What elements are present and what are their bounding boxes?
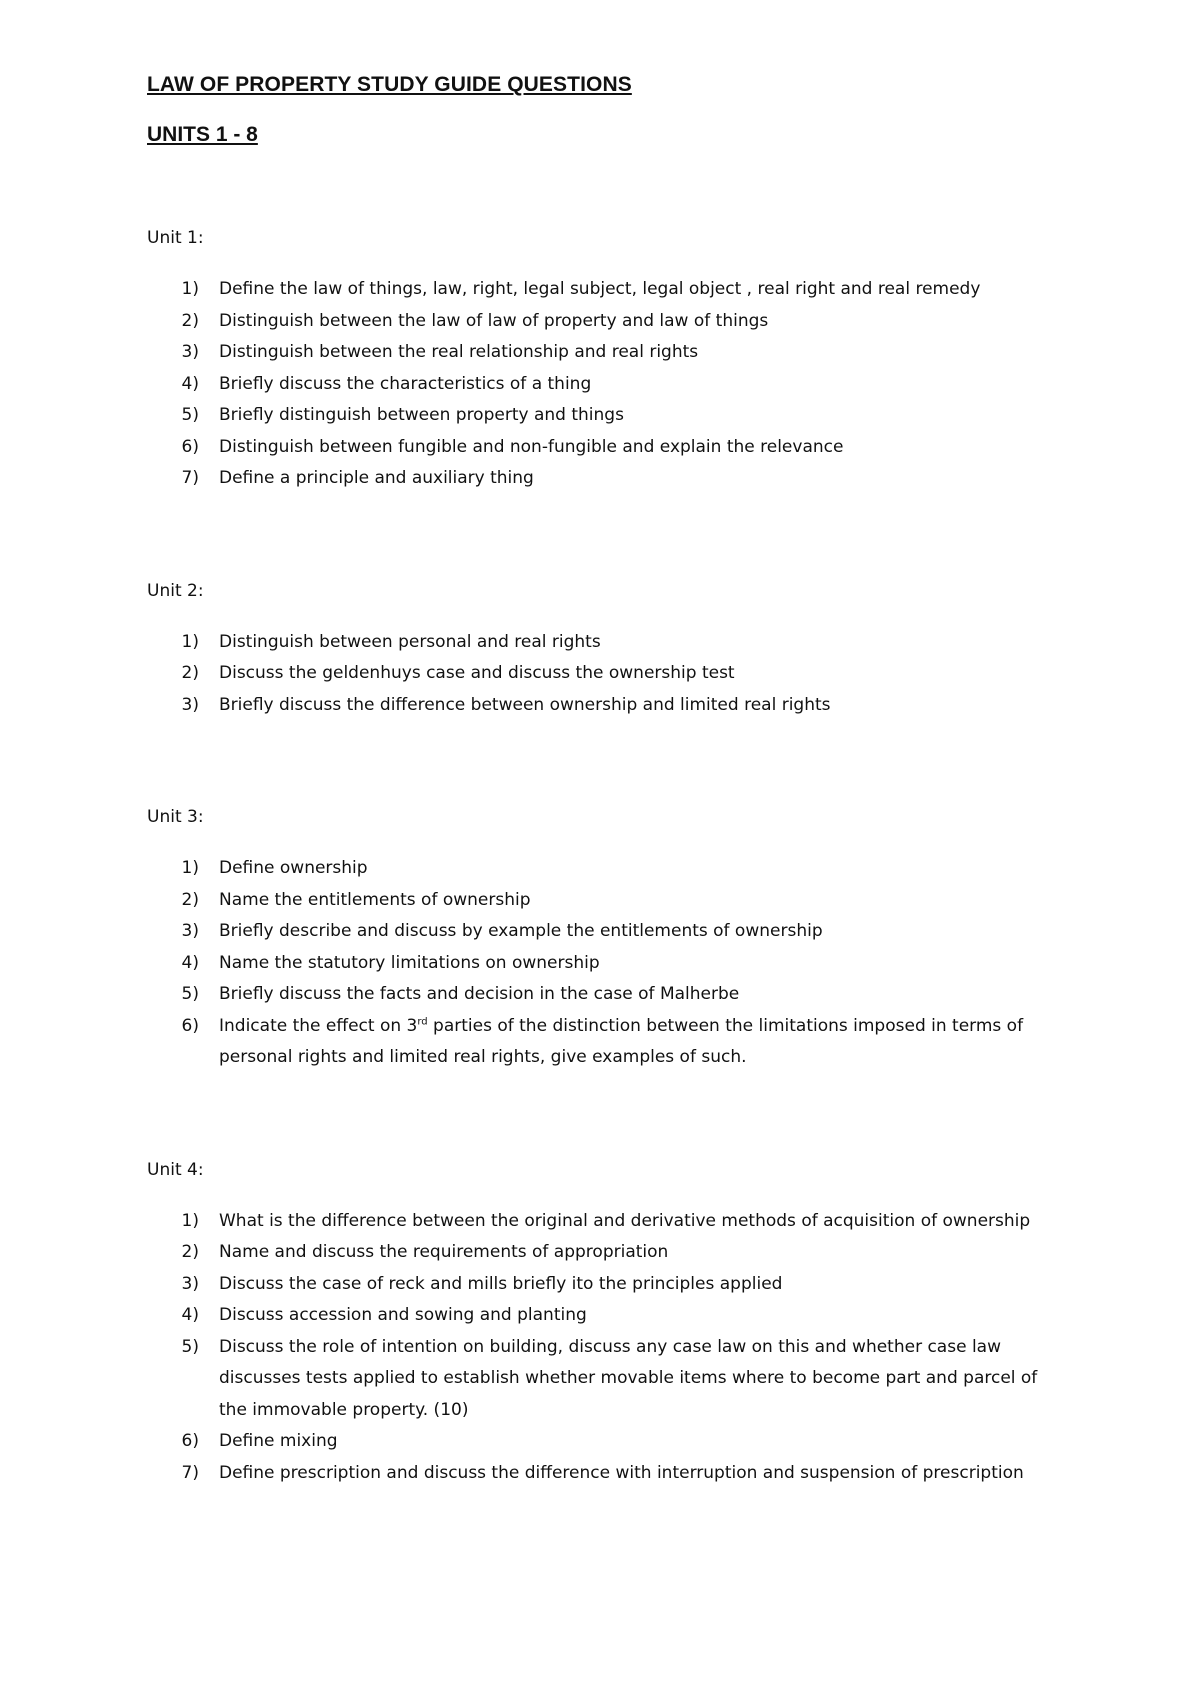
question-number: 2) bbox=[181, 310, 199, 331]
question-number: 7) bbox=[181, 1462, 199, 1483]
question-item bbox=[147, 1458, 1070, 1490]
question-text: Distinguish between fungible and non-fungible and explain the relevance bbox=[219, 436, 844, 457]
question-list bbox=[147, 274, 1070, 495]
question-text: What is the difference between the original and derivative methods of acquisition of ownership bbox=[219, 1210, 1031, 1231]
question-text: Distinguish between the real relationship and real rights bbox=[219, 342, 699, 362]
ordinal-superscript: rd bbox=[417, 1015, 428, 1027]
question-number: 4) bbox=[181, 1305, 199, 1325]
unit-section-3 bbox=[147, 803, 1070, 1074]
question-list bbox=[147, 1206, 1070, 1490]
question-item bbox=[147, 979, 1070, 1011]
question-item bbox=[147, 274, 1070, 306]
question-item bbox=[147, 690, 1070, 722]
document-title: LAW OF PROPERTY STUDY GUIDE QUESTIONS bbox=[147, 73, 632, 96]
question-number: 2) bbox=[181, 663, 199, 683]
question-number: 3) bbox=[181, 1273, 199, 1294]
question-text-before: Indicate the effect on 3 bbox=[219, 1015, 418, 1036]
question-number: 3) bbox=[181, 342, 199, 362]
question-item bbox=[147, 658, 1070, 690]
question-text: Discuss the role of intention on building, discuss any case law on this and whether case law discusses tests applied to establish whether movable items where to become part and parcel of the immovable property. (10) bbox=[219, 1336, 1038, 1420]
question-number: 5) bbox=[181, 405, 199, 425]
question-number: 2) bbox=[181, 889, 199, 910]
question-number: 7) bbox=[181, 468, 199, 488]
question-text: Define ownership bbox=[219, 858, 368, 878]
question-item bbox=[147, 306, 1070, 338]
unit-heading: Unit 3: bbox=[147, 807, 204, 827]
question-text: Briefly discuss the facts and decision in the case of Malherbe bbox=[219, 984, 740, 1004]
question-item bbox=[147, 463, 1070, 495]
question-number: 3) bbox=[181, 694, 199, 715]
question-item bbox=[147, 1206, 1070, 1238]
question-list bbox=[147, 853, 1070, 1074]
question-text: Define a principle and auxiliary thing bbox=[219, 468, 534, 488]
question-number: 4) bbox=[181, 373, 199, 394]
question-item bbox=[147, 1300, 1070, 1332]
question-text-after: parties of the distinction between the limitations imposed in terms of personal rights and limited real rights, give examples of such. bbox=[219, 1015, 1024, 1067]
question-text: Discuss the geldenhuys case and discuss the ownership test bbox=[219, 663, 735, 683]
question-item bbox=[147, 337, 1070, 369]
question-text: Discuss the case of reck and mills briefly ito the principles applied bbox=[219, 1273, 783, 1294]
question-number: 5) bbox=[181, 984, 199, 1004]
question-number: 1) bbox=[181, 279, 199, 299]
question-number: 2) bbox=[181, 1242, 199, 1262]
question-item bbox=[147, 1426, 1070, 1458]
question-number: 3) bbox=[181, 921, 199, 941]
question-number: 6) bbox=[181, 436, 199, 457]
question-item bbox=[147, 853, 1070, 885]
question-text: Name the statutory limitations on ownership bbox=[219, 952, 600, 973]
question-number: 6) bbox=[181, 1015, 199, 1036]
question-text: Define the law of things, law, right, legal subject, legal object , real right and real remedy bbox=[219, 279, 981, 299]
question-text: Name and discuss the requirements of appropriation bbox=[219, 1242, 669, 1262]
question-item bbox=[147, 627, 1070, 659]
question-item bbox=[147, 916, 1070, 948]
unit-heading: Unit 2: bbox=[147, 580, 204, 601]
question-item bbox=[147, 369, 1070, 401]
unit-section-1 bbox=[147, 224, 1070, 495]
question-item bbox=[147, 400, 1070, 432]
question-item bbox=[147, 1269, 1070, 1301]
unit-heading: Unit 4: bbox=[147, 1159, 204, 1180]
question-item bbox=[147, 948, 1070, 980]
unit-section-4 bbox=[147, 1156, 1070, 1490]
unit-heading: Unit 1: bbox=[147, 228, 204, 248]
question-number: 1) bbox=[181, 858, 199, 878]
question-text: Name the entitlements of ownership bbox=[219, 889, 531, 910]
question-text bbox=[219, 1011, 1070, 1074]
question-number: 5) bbox=[181, 1336, 199, 1357]
question-list bbox=[147, 627, 1070, 722]
question-text: Briefly distinguish between property and things bbox=[219, 405, 624, 425]
question-number: 4) bbox=[181, 952, 199, 973]
question-number: 6) bbox=[181, 1431, 199, 1451]
question-text: Define mixing bbox=[219, 1431, 338, 1451]
unit-section-2 bbox=[147, 577, 1070, 722]
question-item bbox=[147, 1011, 1070, 1074]
question-item bbox=[147, 1237, 1070, 1269]
question-text: Distinguish between the law of law of property and law of things bbox=[219, 310, 769, 331]
question-text: Briefly describe and discuss by example the entitlements of ownership bbox=[219, 921, 823, 941]
question-number: 1) bbox=[181, 631, 199, 652]
question-text: Briefly discuss the characteristics of a thing bbox=[219, 373, 592, 394]
question-item bbox=[147, 432, 1070, 464]
question-text: Briefly discuss the difference between ownership and limited real rights bbox=[219, 694, 831, 715]
question-item bbox=[147, 1332, 1070, 1427]
question-item bbox=[147, 885, 1070, 917]
question-text: Define prescription and discuss the difference with interruption and suspension of prescription bbox=[219, 1462, 1024, 1483]
question-number: 1) bbox=[181, 1210, 199, 1231]
question-text: Discuss accession and sowing and planting bbox=[219, 1305, 587, 1325]
question-text: Distinguish between personal and real rights bbox=[219, 631, 601, 652]
document-subtitle: UNITS 1 - 8 bbox=[147, 123, 258, 146]
